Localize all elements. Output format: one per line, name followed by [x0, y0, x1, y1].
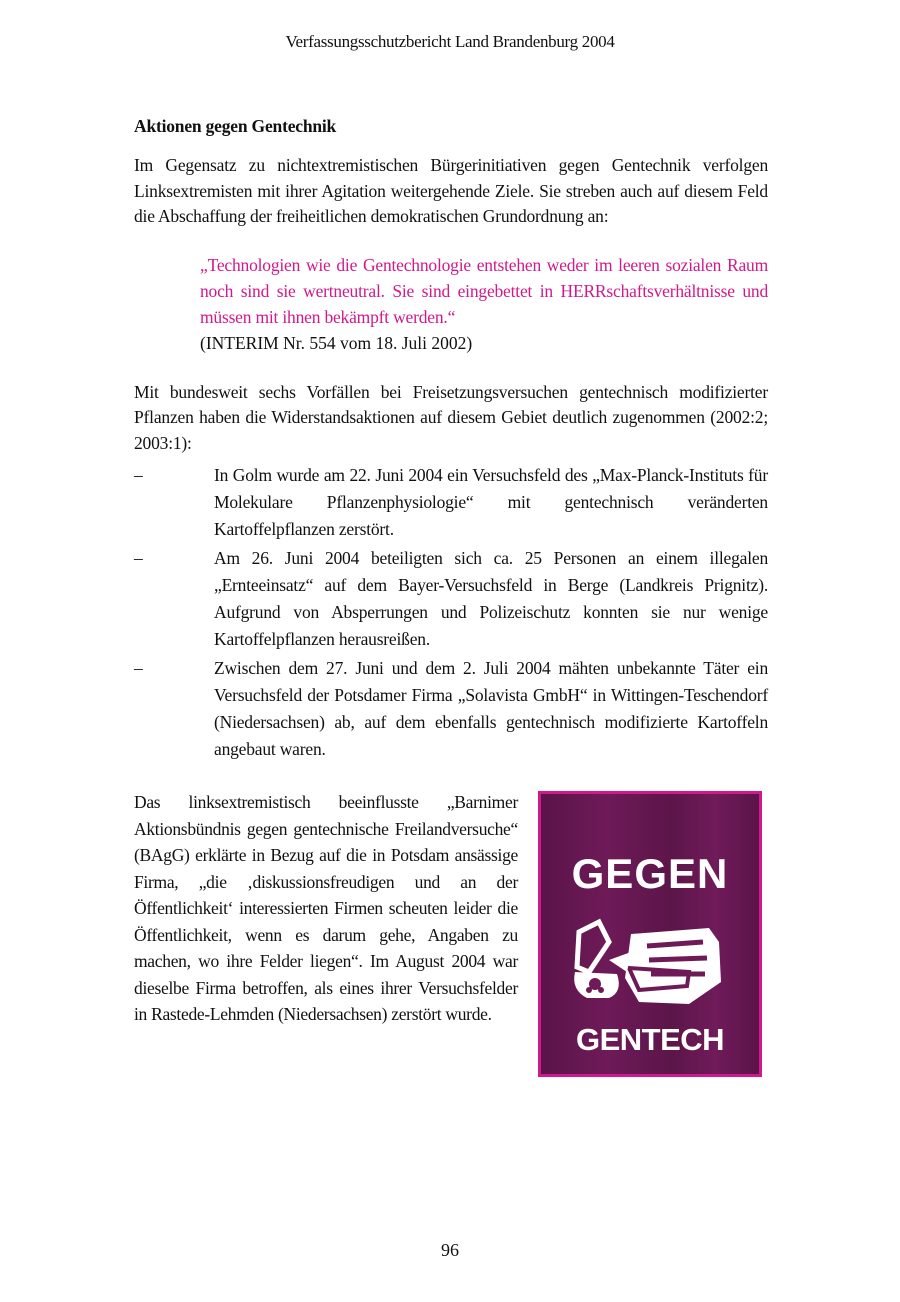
bullet-dash: – — [134, 548, 143, 568]
quote-text: „Technologien wie die Gentechnologie entstehen weder im leeren sozialen Raum noch sind sie wertneutral. Sie sind eingebettet in HERRschaftsverhältnisse und müssen mit ihnen bekämpft werden.“ — [200, 254, 768, 327]
bullet-dash: – — [134, 658, 143, 678]
logo-top-text: GEGEN — [571, 850, 729, 897]
list-item-text: Zwischen dem 27. Juni und dem 2. Juli 2004 mähten unbekannte Täter ein Versuchsfeld der Potsdamer Firma „Solavista GmbH“ in Wittingen-Teschendorf (Niedersachsen) ab, auf dem ebenfalls gentechnisch modifizierte Kartoffeln angebaut waren. — [214, 658, 768, 759]
fist-biohazard-icon — [569, 912, 739, 1012]
running-header: Verfassungsschutzbericht Land Brandenburg 2004 — [285, 32, 615, 51]
list-item-text: In Golm wurde am 22. Juni 2004 ein Versuchsfeld des „Max-Planck-Instituts für Molekulare Pflanzenphysiologie“ mit gentechnisch veränderten Kartoffelpflanzen zerstört. — [214, 465, 768, 539]
list-item — [134, 462, 768, 543]
intro-paragraph: Im Gegensatz zu nichtextremistischen Bürgerinitiativen gegen Gentechnik verfolgen Linksextremisten mit ihrer Agitation weitergehende Ziele. Sie streben auch auf diesem Feld die Abschaffung der freiheitlichen demokratischen Grundordnung an: — [134, 155, 768, 226]
incidents-paragraph: Mit bundesweit sechs Vorfällen bei Freisetzungsversuchen gentechnisch modifizierter Pflanzen haben die Widerstandsaktionen auf diesem Gebiet deutlich zugenommen (2002:2; 2003:1): — [134, 381, 768, 453]
gegen-gentech-logo — [538, 791, 762, 1077]
closing-paragraph: Das linksextremistisch beeinflusste „Barnimer Aktionsbündnis gegen gentechnische Freilandversuche“ (BAgG) erklärte in Bezug auf die in Potsdam ansässige Firma, „die ‚diskussionsfreudigen und an der Öffentlichkeit‘ interessierten Firmen scheuten leider die Öffentlichkeit, wenn es darum gehe, Angaben zu machen, wo ihre Felder liegen“. Im August 2004 war dieselbe Firma betroffen, als eines ihrer Versuchsfelder in Rastede-Lehmden (Niedersachsen) zerstört wurde. — [134, 792, 518, 1024]
list-item-text: Am 26. Juni 2004 beteiligten sich ca. 25 Personen an einem illegalen „Ernteeinsatz“ auf dem Bayer-Versuchsfeld in Berge (Landkreis Prignitz). Aufgrund von Absperrungen und Polizeischutz konnten sie nur wenige Kartoffelpflanzen herausreißen. — [214, 548, 768, 649]
bullet-dash: – — [134, 465, 143, 485]
logo-bottom-text: GENTECH — [575, 1022, 725, 1057]
closing-section — [134, 789, 768, 1077]
list-item — [134, 545, 768, 653]
incident-list — [134, 462, 768, 763]
list-item — [134, 655, 768, 763]
section-heading: Aktionen gegen Gentechnik — [134, 116, 337, 136]
quote-source: (INTERIM Nr. 554 vom 18. Juli 2002) — [200, 332, 473, 353]
blockquote — [200, 252, 768, 356]
page-number: 96 — [441, 1240, 459, 1260]
page-content — [134, 116, 768, 1077]
